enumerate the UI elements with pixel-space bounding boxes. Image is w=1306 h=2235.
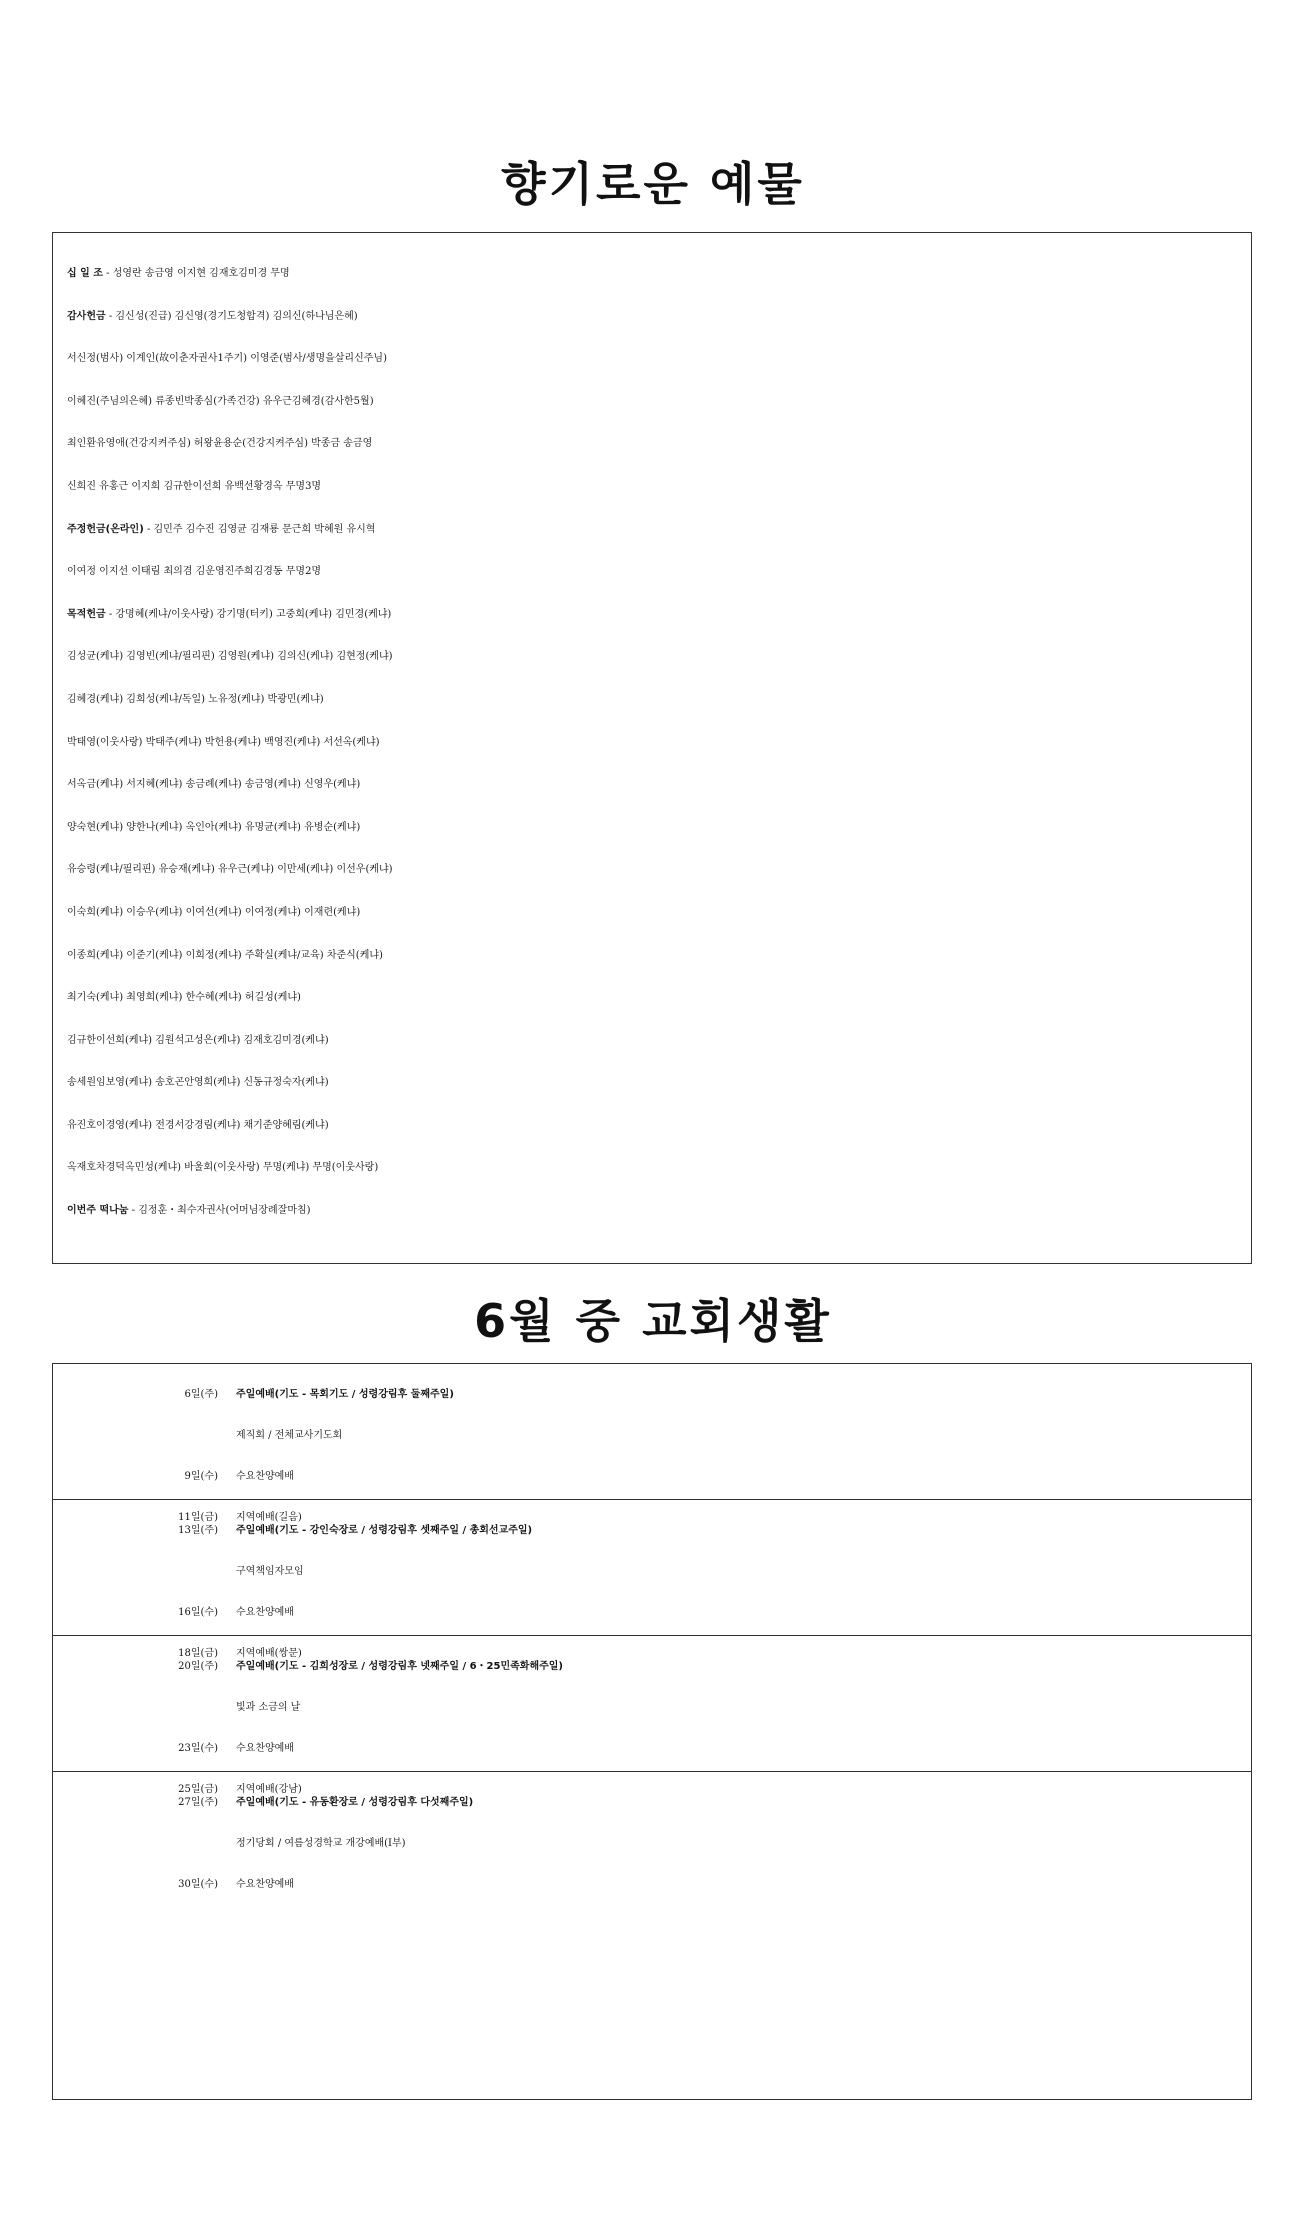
offering-names: 박태영(이웃사랑) 박태주(케냐) 박헌용(케냐) 백영진(케냐) 서선옥(케냐) [67, 736, 380, 748]
schedule-event: 주일예배(기도 - 유동환장로 / 성령강림후 다섯째주일) [236, 1797, 474, 1808]
schedule-event: 수요찬양예배 [236, 1879, 294, 1890]
offering-line [67, 892, 1251, 935]
offering-line [67, 423, 1251, 466]
offering-names: 김혜경(케냐) 김희성(케냐/독일) 노유정(케냐) 박광민(케냐) [67, 693, 324, 705]
schedule-row [53, 1456, 1251, 1497]
schedule-row [53, 1415, 1251, 1456]
schedule-week [53, 1364, 1251, 1523]
schedule-week [53, 1636, 1251, 1795]
schedule-date [53, 1687, 236, 1728]
offering-names: 서신정(범사) 이계인(故이춘자권사1주기) 이영준(범사/생명을살리신주님) [67, 353, 387, 365]
schedule-event: 정기당회 / 여름성경학교 개강예배(Ⅰ부) [236, 1838, 406, 1849]
offering-line [67, 296, 1251, 339]
schedule-event: 주일예배(기도 - 목회기도 / 성령강림후 둘째주일) [236, 1389, 454, 1400]
schedule-event: 주일예배(기도 - 김희성장로 / 성령강림후 넷째주일 / 6・25민족화해주일) [236, 1661, 563, 1672]
schedule-event: 지역예배(강남) [236, 1784, 302, 1795]
schedule-date: 6일(주) [184, 1389, 218, 1400]
offering-names: 최기숙(케냐) 최영희(케냐) 한수혜(케냐) 허길성(케냐) [67, 992, 301, 1004]
offering-names: - 김정훈・최수자권사(어머님장례잘마침) [128, 1205, 311, 1217]
schedule-date: 9일(수) [184, 1471, 218, 1482]
schedule-date [53, 1415, 236, 1456]
schedule-date: 18일(금) [178, 1648, 218, 1659]
schedule-event: 수요찬양예배 [236, 1471, 294, 1482]
offering-category: 목적헌금 [67, 608, 106, 620]
schedule-event: 구역책임자모임 [236, 1566, 304, 1577]
offering-line [67, 977, 1251, 1020]
offering-line [67, 807, 1251, 850]
offering-line [67, 764, 1251, 807]
schedule-date: 27일(주) [178, 1797, 218, 1808]
offering-line [67, 594, 1251, 637]
offering-names: - 강명혜(케냐/이웃사랑) 강기명(터키) 고중희(케냐) 김민경(케냐) [105, 608, 392, 620]
schedule-row [53, 1374, 1251, 1415]
offering-names: 이여정 이지선 이태림 최의겸 김운영진주희김경동 무명2명 [67, 566, 322, 578]
offering-line [67, 551, 1251, 594]
schedule-event: 지역예배(길음) [236, 1512, 302, 1523]
offering-names: 신희진 유홍근 이지희 김규한이선희 유백선황경옥 무명3명 [67, 480, 322, 492]
offering-line [67, 679, 1251, 722]
schedule-date: 25일(금) [178, 1784, 218, 1795]
offering-category: 감사헌금 [67, 310, 106, 322]
offering-line [67, 338, 1251, 381]
offering-box [52, 232, 1252, 1264]
offering-names: - 성영란 송금영 이지현 김재호김미경 무명 [102, 268, 290, 279]
schedule-event: 제직회 / 전체교사기도회 [236, 1430, 343, 1441]
offering-names: 서옥금(케냐) 서지혜(케냐) 송금례(케냐) 송금영(케냐) 신영우(케냐) [67, 779, 361, 791]
schedule-event: 빛과 소금의 날 [236, 1702, 301, 1713]
offering-names: 양숙현(케냐) 양한나(케냐) 옥인아(케냐) 유명균(케냐) 유병순(케냐) [67, 821, 361, 833]
offering-names: - 김신성(진급) 김신영(경기도청합격) 김의신(하나님은혜) [105, 310, 358, 322]
schedule-date: 13일(주) [178, 1525, 218, 1536]
offering-names: 유진호이경영(케냐) 전경서강경림(케냐) 채기준양혜림(케냐) [67, 1119, 329, 1131]
offering-line [67, 1190, 1251, 1233]
offering-line [67, 636, 1251, 679]
schedule-date: 20일(주) [178, 1661, 218, 1672]
offering-line [67, 1147, 1251, 1190]
schedule-event: 수요찬양예배 [236, 1607, 294, 1618]
schedule-date: 11일(금) [178, 1512, 218, 1523]
offering-line [67, 1062, 1251, 1105]
offering-names: 최인환유영애(건강지켜주심) 허왕윤용순(건강지켜주심) 박종금 송금영 [67, 438, 373, 450]
offering-line [67, 935, 1251, 978]
schedule-week [53, 1500, 1251, 1659]
schedule-row [53, 1551, 1251, 1592]
schedule-date [53, 1823, 236, 1864]
offering-title: 향기로운 예물 [501, 157, 805, 211]
offering-names: 옥재호차경덕옥민성(케냐) 바울회(이웃사랑) 무명(케냐) 무명(이웃사랑) [67, 1162, 379, 1174]
offering-line [67, 849, 1251, 892]
offering-category: 주정헌금(온라인) [67, 523, 144, 535]
offering-category: 십 일 조 [67, 268, 103, 279]
offering-line [67, 253, 1251, 296]
schedule-date: 30일(수) [178, 1879, 218, 1890]
schedule-box [52, 1363, 1252, 2100]
schedule-week [53, 1772, 1251, 1890]
schedule-date: 16일(수) [178, 1607, 218, 1618]
schedule-date [53, 1551, 236, 1592]
offering-line [67, 722, 1251, 765]
offering-names: - 김민주 김수진 김영균 김재룡 문근희 박혜원 유시혁 [143, 523, 376, 535]
offering-names: 송세원임보영(케냐) 송호곤안영희(케냐) 신동규정숙자(케냐) [67, 1077, 329, 1089]
offering-names: 이종희(케냐) 이준기(케냐) 이희정(케냐) 주확실(케냐/교육) 차준식(케냐) [67, 949, 383, 961]
schedule-event: 주일예배(기도 - 강인숙장로 / 성령강림후 셋째주일 / 총회선교주일) [236, 1525, 533, 1536]
offering-names: 이숙희(케냐) 이승우(케냐) 이여선(케냐) 이여정(케냐) 이재련(케냐) [67, 906, 361, 918]
schedule-row [53, 1592, 1251, 1633]
schedule-row [53, 1823, 1251, 1864]
offering-category: 이번주 떡나눔 [67, 1205, 129, 1217]
schedule-event: 수요찬양예배 [236, 1743, 294, 1754]
schedule-row [53, 1687, 1251, 1728]
offering-line [67, 466, 1251, 509]
schedule-row [53, 1728, 1251, 1769]
schedule-row [53, 1864, 1251, 1905]
offering-line [67, 381, 1251, 424]
schedule-row [53, 1510, 1251, 1551]
offering-line [67, 1020, 1251, 1063]
schedule-title: 6월 중 교회생활 [474, 1294, 832, 1348]
offering-names: 이혜진(주님의은혜) 류종빈박종심(가족건강) 유우근김혜경(감사한5월) [67, 395, 374, 407]
schedule-row [53, 1646, 1251, 1687]
offering-names: 유승령(케냐/필리핀) 유승재(케냐) 유우근(케냐) 이만세(케냐) 이선우(케냐) [67, 864, 393, 876]
offering-line [67, 509, 1251, 552]
schedule-date: 23일(수) [178, 1743, 218, 1754]
offering-line [67, 1105, 1251, 1148]
schedule-event: 지역예배(쌍문) [236, 1648, 302, 1659]
offering-names: 김성균(케냐) 김영빈(케냐/필리핀) 김영원(케냐) 김의신(케냐) 김현정(케냐) [67, 651, 393, 663]
schedule-row [53, 1782, 1251, 1823]
offering-list [67, 253, 1251, 1233]
offering-names: 김규한이선희(케냐) 김원석고성은(케냐) 김재호김미경(케냐) [67, 1034, 329, 1046]
